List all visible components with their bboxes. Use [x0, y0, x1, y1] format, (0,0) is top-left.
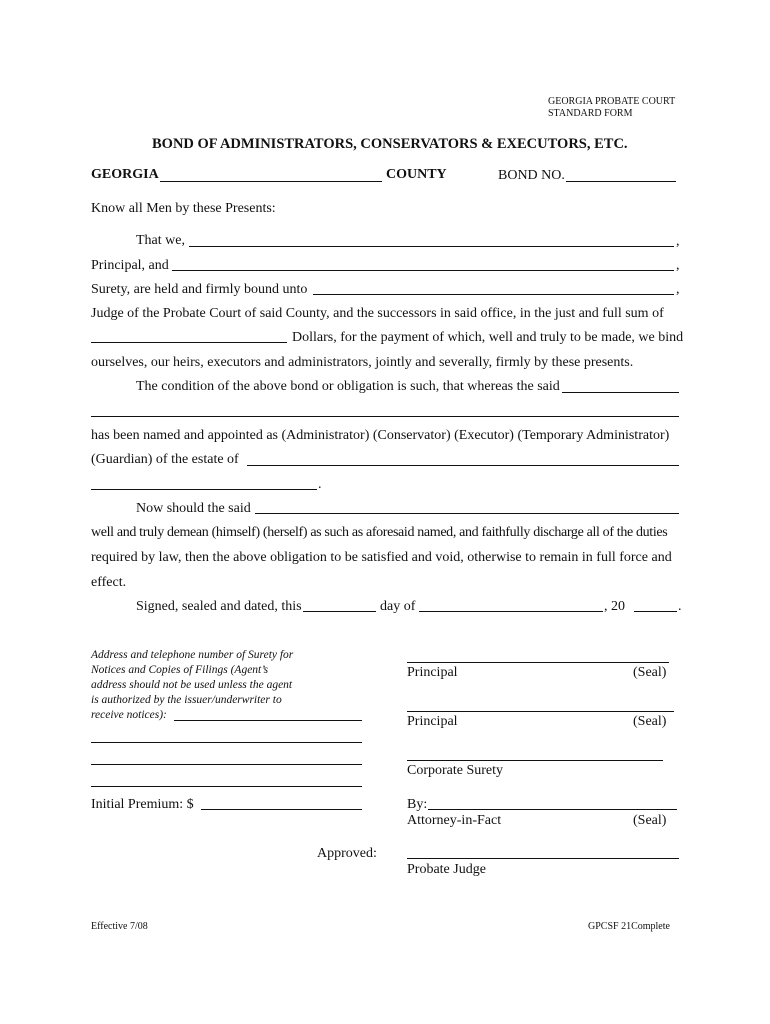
bond-no-label: BOND NO. — [498, 168, 565, 183]
appointee-name-field[interactable] — [562, 392, 679, 393]
attorney-label: Attorney-in-Fact — [407, 813, 502, 828]
premium-field[interactable] — [201, 809, 362, 810]
form-code: GPCSF 21Complete — [588, 921, 670, 932]
day-of-text: day of — [380, 599, 416, 614]
comma: , — [676, 234, 680, 249]
signed-text: Signed, sealed and dated, this — [136, 599, 302, 614]
seal-label: (Seal) — [633, 813, 667, 828]
required-text: required by law, then the above obligation to be satisfied and void, otherwise to remain in full force and — [91, 550, 672, 565]
principal-label: Principal — [407, 714, 458, 729]
surety-address-field[interactable] — [174, 720, 362, 721]
principal-signature-line[interactable] — [407, 662, 669, 663]
effective-date: Effective 7/08 — [91, 921, 148, 932]
surety-notice-line: is authorized by the issuer/underwriter to — [91, 694, 282, 706]
county-name-field[interactable] — [160, 181, 382, 182]
appointee-name-field-cont[interactable] — [91, 416, 679, 417]
comma: , — [676, 258, 680, 273]
principal-label: Principal — [407, 665, 458, 680]
surety-address-field-3[interactable] — [91, 764, 362, 765]
form-title: BOND OF ADMINISTRATORS, CONSERVATORS & EXECUTORS, ETC. — [152, 136, 628, 152]
well-truly-text: well and truly demean (himself) (herself) as such as aforesaid named, and faithfully discharge all of the duties — [91, 525, 668, 540]
court-name: GEORGIA PROBATE COURT — [548, 96, 676, 107]
surety-bound-label: Surety, are held and firmly bound unto — [91, 282, 308, 297]
estate-name-field-cont[interactable] — [91, 489, 317, 490]
attorney-signature-line[interactable] — [428, 809, 677, 810]
surety-notice-line: Address and telephone number of Surety for — [91, 649, 294, 661]
judge-text: Judge of the Probate Court of said County, and the successors in said office, in the just and full sum of — [91, 306, 664, 321]
that-we-label: That we, — [136, 233, 185, 248]
principal-signature-line-2[interactable] — [407, 711, 674, 712]
effect-text: effect. — [91, 575, 127, 590]
surety-address-field-2[interactable] — [91, 742, 362, 743]
comma: , — [676, 282, 680, 297]
month-field[interactable] — [419, 611, 603, 612]
surety-notice-line: address should not be used unless the agent — [91, 679, 293, 691]
probate-judge-label: Probate Judge — [407, 862, 486, 877]
named-text: has been named and appointed as (Administrator) (Conservator) (Executor) (Temporary Administrator) — [91, 428, 670, 443]
surety-notice-line: Notices and Copies of Filings (Agent’s — [91, 664, 269, 676]
premium-label: Initial Premium: $ — [91, 797, 194, 812]
approved-label: Approved: — [317, 846, 377, 861]
guardian-text: (Guardian) of the estate of — [91, 452, 239, 467]
dollars-text: Dollars, for the payment of which, well and truly to be made, we bind — [292, 330, 684, 345]
ourselves-text: ourselves, our heirs, executors and administrators, jointly and severally, firmly by these presents. — [91, 355, 634, 370]
bond-no-field[interactable] — [566, 181, 676, 182]
year-field[interactable] — [634, 611, 677, 612]
surety-name-field[interactable] — [172, 270, 674, 271]
judge-name-field[interactable] — [313, 294, 674, 295]
principal-names-field[interactable] — [189, 246, 674, 247]
surety-phone-field[interactable] — [91, 786, 362, 787]
know-all-text: Know all Men by these Presents: — [91, 201, 276, 216]
year-prefix: , 20 — [604, 599, 625, 614]
surety-notice-line: receive notices): — [91, 709, 167, 721]
principal-and-label: Principal, and — [91, 258, 169, 273]
day-field[interactable] — [303, 611, 376, 612]
seal-label: (Seal) — [633, 665, 667, 680]
now-should-text: Now should the said — [136, 501, 251, 516]
fiduciary-name-field[interactable] — [255, 513, 679, 514]
county-label: COUNTY — [386, 167, 447, 182]
seal-label: (Seal) — [633, 714, 667, 729]
state-label: GEORGIA — [91, 167, 159, 182]
form-type: STANDARD FORM — [548, 108, 633, 119]
period: . — [678, 599, 682, 614]
corporate-surety-label: Corporate Surety — [407, 763, 504, 778]
judge-signature-line[interactable] — [407, 858, 679, 859]
bond-amount-field[interactable] — [91, 342, 287, 343]
period: . — [318, 477, 322, 492]
condition-text: The condition of the above bond or obligation is such, that whereas the said — [136, 379, 560, 394]
estate-name-field[interactable] — [247, 465, 679, 466]
by-label: By: — [407, 797, 428, 812]
corporate-surety-line[interactable] — [407, 760, 663, 761]
